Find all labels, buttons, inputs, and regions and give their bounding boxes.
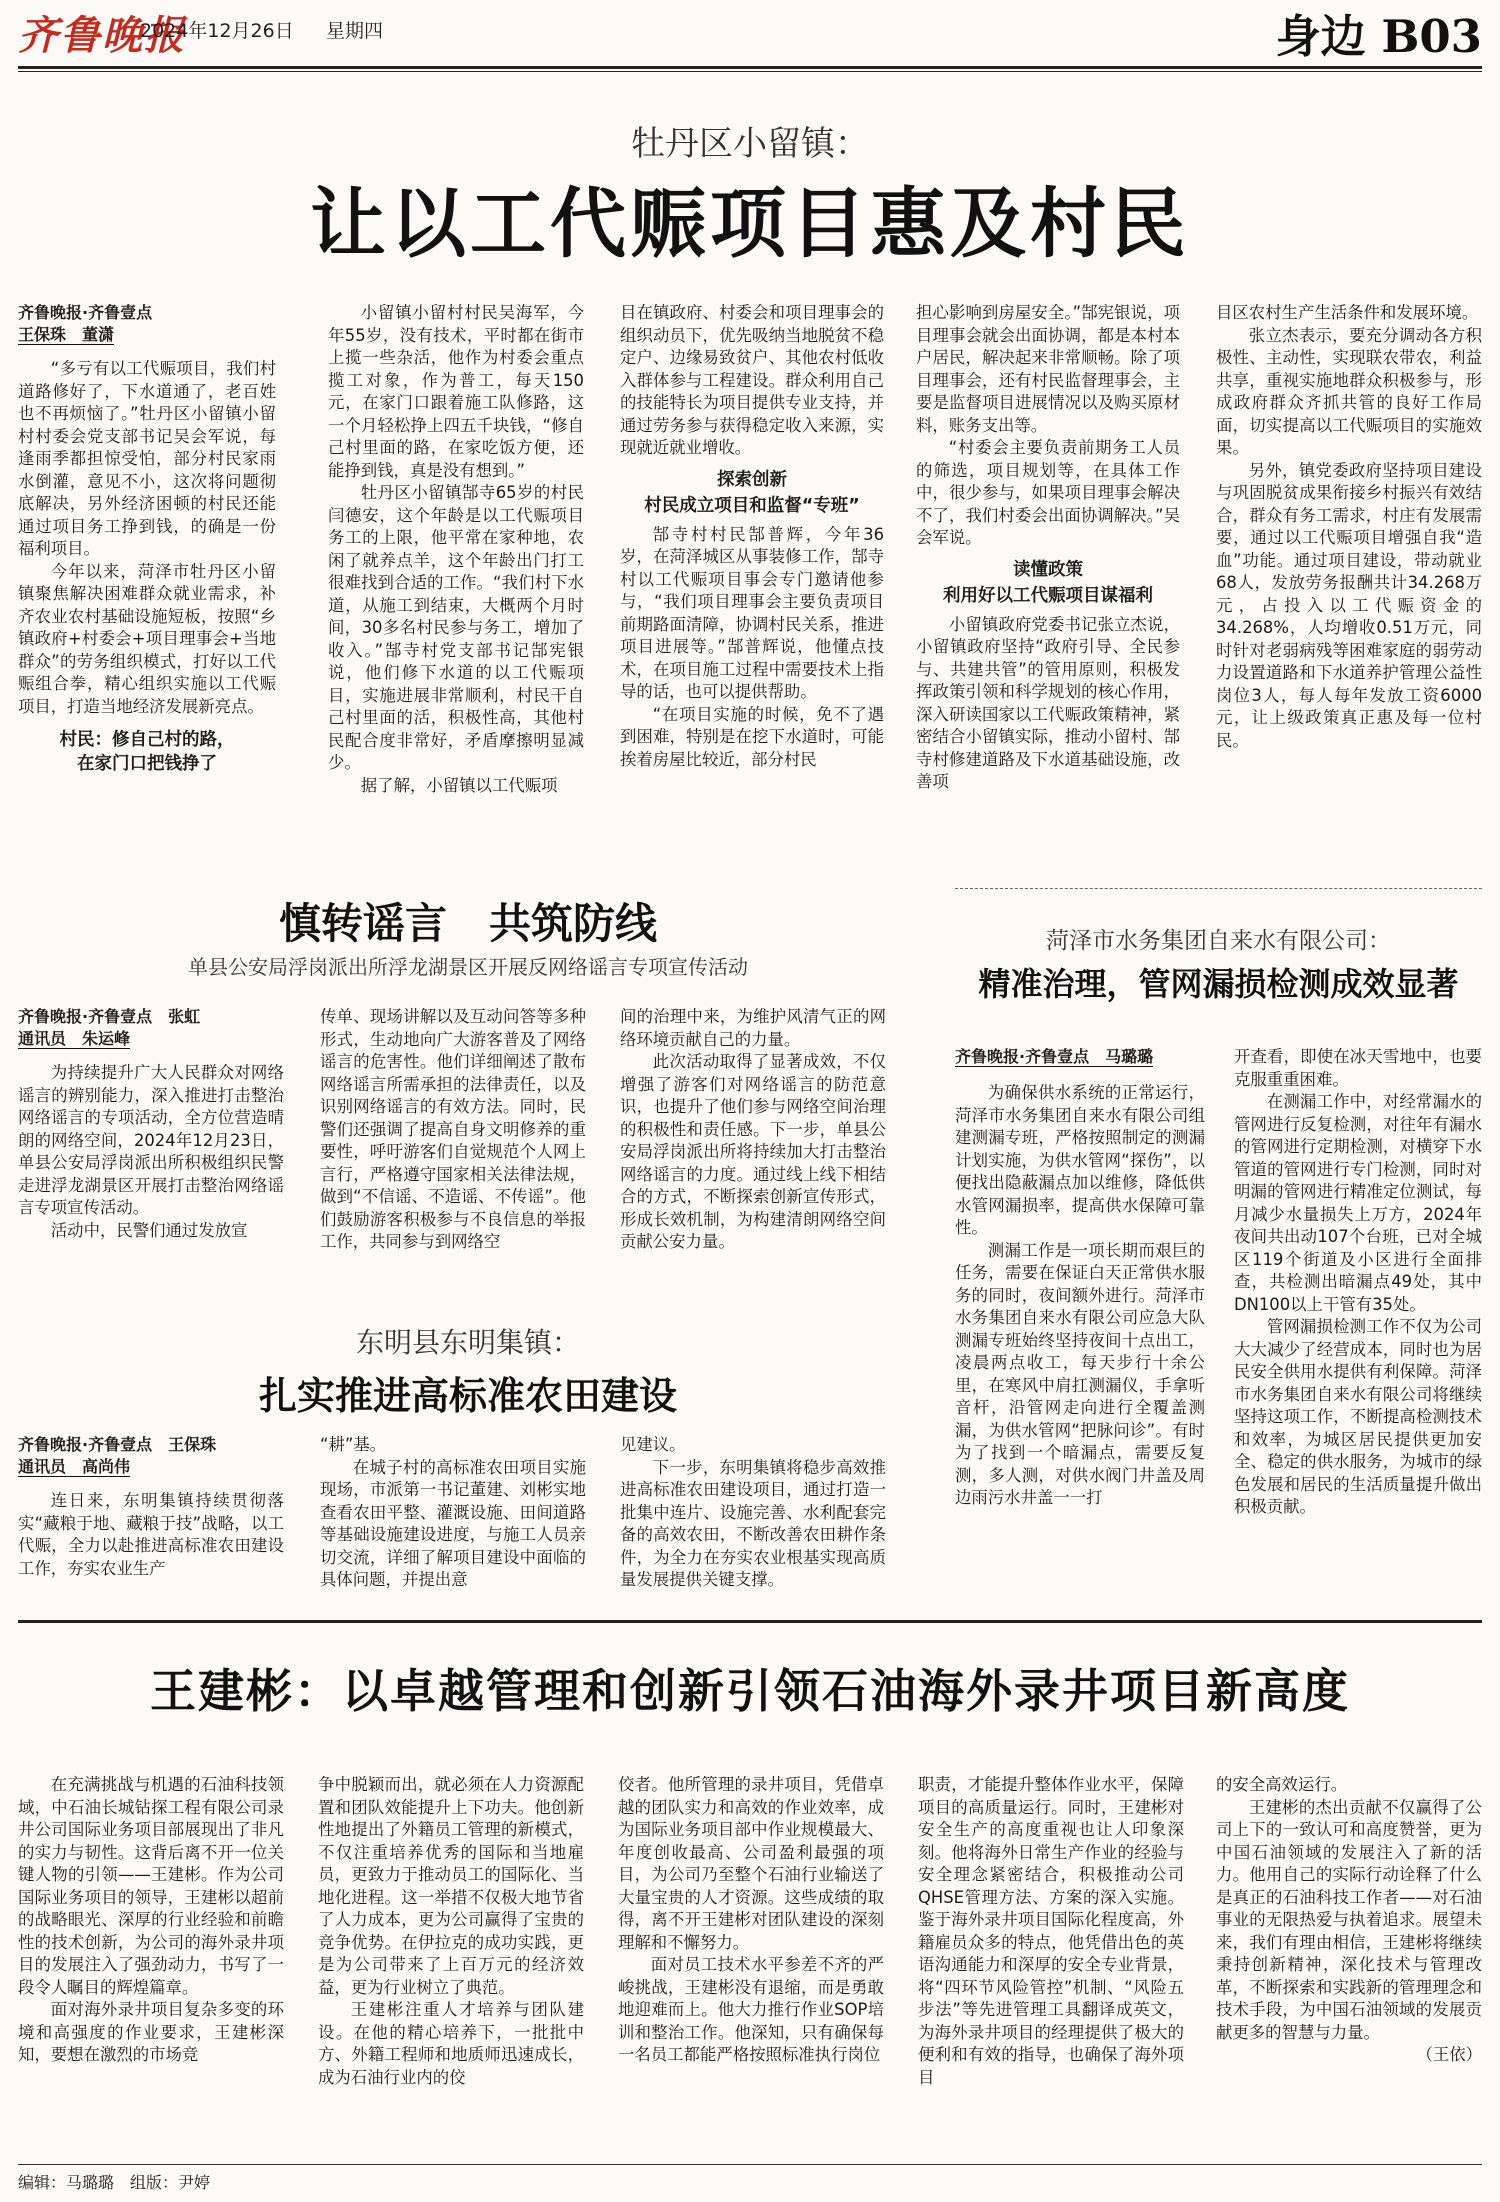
article3-paragraph: 在城子村的高标准农田项目实施现场，市派第一书记董建、刘彬实地查看农田平整、灌溉设施、田间道路等基础设施建设进度，与施工人员亲切交流，详细了解项目建设中面临的具体问题，并提出意: [320, 1457, 586, 1589]
article5-paragraph: 王建彬注重人才培养与团队建设。在他的精心培养下，一批批中方、外籍工程师和地质师迅速成长，成为石油行业内的佼: [318, 2000, 584, 2087]
article1-subhead-3a: 读懂政策: [1013, 559, 1083, 580]
issue-date: 2024年12月26日: [140, 20, 294, 42]
article2-paragraph: 活动中，民警们通过发放宣: [50, 1220, 248, 1240]
article2-paragraph: 间的治理中来，为维护风清气正的网络环境贡献自己的力量。: [620, 1007, 886, 1049]
article5-col5: [1216, 1774, 1482, 2150]
article2-col2: [320, 1006, 586, 1306]
footer-rule: [18, 2164, 1482, 2165]
issue-weekday: 星期四: [326, 20, 384, 42]
article3-byline: 齐鲁晚报·齐鲁壹点 王保珠: [18, 1435, 217, 1454]
article1-paragraph: 据了解，小留镇以工代赈项: [360, 775, 558, 795]
article5-paragraph: 职责，才能提升整体作业水平，保障项目的高质量运行。同时，王建彬对安全生产的高度重视也让人印象深刻。他将海外日常生产作业的经验与安全理念紧密结合，积极推动公司QHSE管理方法、方案的深入实施。鉴于海外录井项目国际化程度高，外籍雇员众多的特点，他凭借出色的英语沟通能力和深厚的安全专业背景，将“四环节风险管控”机制、“风险五步法”等先进管理工具翻译成英文，为海外录井项目的经理提供了极大的便利和有效的指导，也确保了海外项目: [918, 1775, 1184, 2087]
article3-paragraph: 下一步，东明集镇将稳步高效推进高标准农田建设项目，通过打造一批集中连片、设施完善、水利配套完备的高效农田，不断改善农田耕作条件，为全力在夯实农业根基实现高质量发展提供关键支撑。: [620, 1457, 886, 1589]
article5-paragraph: 面对员工技术水平参差不齐的严峻挑战，王建彬没有退缩，而是勇敢地迎难而上。他大力推行作业SOP培训和整治工作。他深知，只有确保每一名员工都能严格按照标准执行岗位: [618, 1955, 884, 2064]
article1-paragraph: 牡丹区小留镇郜寺65岁的村民闫德安，这个年龄是以工代赈项目务工的上限，他平常在家种地，农闲了就养点羊，这个年龄出门打工很难找到合适的工作。“我们村下水道，从施工到结束，大概两个月时间，30多名村民参与务工，增加了收入。”郜寺村党支部书记郜宪银说，他们修下水道的以工代赈项目，实施进展非常顺利，村民干自己村里面的活，积极性高，其他村民配合度非常好，矛盾摩擦明显减少。: [328, 483, 584, 772]
article3-correspondent: 通讯员 高尚伟: [18, 1457, 131, 1476]
article5-top-rule: [18, 1620, 1482, 1623]
article1-byline: 齐鲁晚报·齐鲁壹点: [18, 303, 153, 322]
article1-paragraph: “多亏有以工代赈项目，我们村道路修好了，下水道通了，老百姓也不再烦恼了。”牡丹区小留镇小留村村委会党支部书记吴会军说，每逢雨季都担惊受怕，部分村民家雨水倒灌，意见不小，这次将问题彻底解决，另外经济困顿的村民还能通过项目务工挣到钱，的确是一份福利项目。: [18, 359, 276, 558]
article3-paragraph: 见建议。: [620, 1435, 686, 1454]
article5-col2: [318, 1774, 584, 2150]
article1-subhead-3b: 利用好以工代赈项目谋福利: [943, 585, 1153, 606]
article1-paragraph: 张立杰表示，要充分调动各方积极性、主动性，实现联农带农，利益共享，重视实施地群众积极参与，形成政府群众齐抓共管的良好工作局面，切实提高以工代赈项目的实施效果。: [1216, 325, 1482, 457]
article5-signature: （王依）: [1416, 2045, 1482, 2064]
article2-paragraph: 传单、现场讲解以及互动问答等多种形式，生动地向广大游客普及了网络谣言的危害性。他们详细阐述了散布网络谣言所需承担的法律责任，以及识别网络谣言的有效方法。同时，民警们还强调了提高自身文明修养的重要性，呼吁游客们自觉规范个人网上言行，严格遵守国家相关法律法规，做到“不信谣、不造谣、不传谣”。他们鼓励游客积极参与不良信息的举报工作，共同参与到网络空: [320, 1007, 586, 1251]
article3-col1: [18, 1434, 284, 1592]
article1-paragraph: 目区农村生产生活条件和发展环境。: [1216, 303, 1479, 322]
article1-col4: [916, 302, 1180, 842]
header-rule-thin: [18, 71, 1482, 72]
section-label: 身边 B03: [1275, 10, 1482, 63]
article1-kicker: 牡丹区小留镇：: [631, 124, 869, 164]
article4-paragraph: 在测漏工作中，对经常漏水的管网进行反复检测，对往年有漏水的管网进行定期检测，对横穿下水管道的管网进行专门检测，同时对明漏的管网进行精准定位测试，每月减少水量损失上万方，2024年夜间共出动107个台班，已对全城区119个街道及小区进行全面排查，共检测出暗漏点49处，其中DN100以上干管有35处。: [1234, 1092, 1482, 1314]
article5-col4: [918, 1774, 1184, 2150]
article3-paragraph: “耕”基。: [320, 1435, 387, 1454]
article5-col1: [18, 1774, 284, 2150]
article1-col3: [620, 302, 884, 842]
article5-paragraph: 面对海外录井项目复杂多变的环境和高强度的作业要求，王建彬深知，要想在激烈的市场竞: [18, 2000, 284, 2064]
article1-paragraph: 郜寺村村民郜普辉，今年36岁，在菏泽城区从事装修工作，郜寺村以工代赈项目事会专门邀请他参与，“我们项目理事会主要负责项目前期路面清障，协调村民关系，推进项目进展等。”郜普辉说，他懂点技术，在项目施工过程中需要技术上指导的话，也可以提供帮助。: [620, 524, 884, 701]
article1-subhead-1a: 村民：修自己村的路，: [59, 730, 235, 750]
article2-paragraph: 为持续提升广大人民群众对网络谣言的辨别能力，深入推进打击整治网络谣言的专项活动，全方位营造晴朗的网络空间，2024年12月23日，单县公安局浮岗派出所积极组织民警走进浮龙湖景区开展打击整治网络谣言专项宣传活动。: [18, 1063, 284, 1217]
article5-paragraph: 佼者。他所管理的录井项目，凭借卓越的团队实力和高效的作业效率，成为国际业务项目部中作业规模最大、年度创收最高、公司盈利最强的项目，为公司乃至整个石油行业输送了大量宝贵的人才资源。这些成绩的取得，离不开王建彬对团队建设的深刻理解和不懈努力。: [618, 1775, 884, 1952]
article4-paragraph: 测漏工作是一项长期而艰巨的任务，需要在保证白天正常供水服务的同时，夜间额外进行。菏泽市水务集团自来水有限公司应急大队测漏专班始终坚持夜间十点出工，凌晨两点收工，每天步行十余公里，在寒风中肩扛测漏仪，手拿听音杆，沿管网走向进行全覆盖测漏，为供水管网“把脉问诊”。有时为了找到一个暗漏点，需要反复测，多人测，对供水阀门井盖及周边雨污水井盖一一打: [955, 1240, 1205, 1507]
section-divider: [955, 888, 1482, 889]
article1-col5: [1216, 302, 1482, 842]
article4-kicker: 菏泽市水务集团自来水有限公司：: [1046, 928, 1391, 954]
article3-col3: [620, 1434, 886, 1592]
article1-paragraph: 另外，镇党委政府坚持项目建设与巩固脱贫成果衔接乡村振兴有效结合，群众有务工需求，村庄有发展需要，通过以工代赈项目增强自我“造血”功能。通过项目建设，带动就业68人，发放劳务报酬共计34.268万元，占投入以工代赈资金的34.268%，人均增收0.51万元，同时针对老弱病残等困难家庭的弱劳动力设置道路和下水道养护管理公益性岗位3人，每人每年发放工资6000元，让上级政策真正惠及每一位村民。: [1216, 460, 1482, 750]
article1-subhead-1b: 在家门口把钱挣了: [77, 754, 217, 774]
article1-paragraph: 目在镇政府、村委会和项目理事会的组织动员下，优先吸纳当地脱贫不稳定户、边缘易致贫户、其他农村低收入群体参与工程建设。群众利用自己的技能特长为项目提供专业支持，并通过劳务参与获得稳定收入来源，实现就近就业增收。: [620, 303, 884, 457]
article1-paragraph: 今年以来，菏泽市牡丹区小留镇聚焦解决困难群众就业需求，补齐农业农村基础设施短板，按照“乡镇政府+村委会+项目理事会+当地群众”的劳务组织模式，打好以工代赈组合拳，精心组织实施以工代赈项目，打造当地经济发展新亮点。: [18, 561, 276, 716]
newspaper-logo: 齐鲁晚报: [18, 12, 186, 59]
article5-paragraph: 争中脱颖而出，就必须在人力资源配置和团队效能提升上下功夫。他创新性地提出了外籍员工管理的新模式，不仅注重培养优秀的国际和当地雇员，更致力于推动员工的国际化、当地化进程。这一举措不仅极大地节省了人力成本，更为公司赢得了宝贵的竞争优势。在伊拉克的成功实践，更是为公司带来了上百万元的经济效益，更为行业树立了典范。: [318, 1775, 584, 1997]
article1-reporters: 王保珠 董潇: [18, 325, 115, 344]
article5-col3: [618, 1774, 884, 2150]
article5-title: 王建彬：以卓越管理和创新引领石油海外录井项目新高度: [150, 1664, 1350, 1718]
article1-col2: [328, 302, 584, 842]
article1-subhead-2a: 探索创新: [717, 469, 787, 490]
article4-col2: [1234, 1046, 1482, 1592]
article4-col1: [955, 1046, 1205, 1592]
article1-paragraph: 小留镇政府党委书记张立杰说，小留镇政府坚持“政府引导、全民参与、共建共管”的管用原则，积极发挥政策引领和科学规划的核心作用，深入研读国家以工代赈政策精神，紧密结合小留镇实际，推动小留村、郜寺村修建道路及下水道基础设施，改善项: [916, 614, 1180, 791]
article3-col2: [320, 1434, 586, 1592]
article2-correspondent: 通讯员 朱运峰: [18, 1029, 131, 1048]
article4-paragraph: 开查看，即使在冰天雪地中，也要克服重重困难。: [1234, 1047, 1482, 1089]
article4-paragraph: 为确保供水系统的正常运行，菏泽市水务集团自来水有限公司组建测漏专班，严格按照制定的测漏计划实施，为供水管网“探伤”，以便找出隐蔽漏点加以维修，降低供水管网漏损率，提高供水保障可靠性。: [955, 1083, 1205, 1237]
article1-subhead-2b: 村民成立项目和监督“专班”: [644, 495, 860, 516]
article2-col1: [18, 1006, 284, 1306]
article3-paragraph: 连日来，东明集镇持续贯彻落实“藏粮于地、藏粮于技”战略，以工代赈，全力以赴推进高标准农田建设工作，夯实农业生产: [18, 1491, 284, 1578]
article2-subtitle: 单县公安局浮岗派出所浮龙湖景区开展反网络谣言专项宣传活动: [188, 955, 748, 979]
article5-paragraph: 在充满挑战与机遇的石油科技领域，中石油长城钻探工程有限公司录井公司国际业务项目部展现出了非凡的实力与韧性。这背后离不开一位关键人物的引领——王建彬。作为公司国际业务项目的领导，王建彬以超前的战略眼光、深厚的行业经验和前瞻性的技术创新，为公司的海外录井项目的发展注入了强劲动力，书写了一段令人瞩目的辉煌篇章。: [18, 1775, 284, 1997]
article3-title: 扎实推进高标准农田建设: [258, 1373, 677, 1418]
footer-editor: 编辑：马璐璐 组版：尹婷: [18, 2173, 211, 2192]
article2-title: 慎转谣言 共筑防线: [278, 899, 657, 948]
article1-title: 让以工代赈项目惠及村民: [310, 179, 1190, 268]
article1-paragraph: “在项目实施的时候，免不了遇到困难，特别是在挖下水道时，可能挨着房屋比较近，部分村民: [620, 704, 884, 769]
article3-kicker: 东明县东明集镇：: [355, 1326, 580, 1359]
article5-paragraph: 的安全高效运行。: [1216, 1775, 1348, 1794]
article1-col1: [18, 302, 276, 842]
article4-paragraph: 管网漏损检测工作不仅为公司大大减少了经营成本，同时也为居民安全供用水提供有利保障。菏泽市水务集团自来水有限公司将继续坚持这项工作，不断提高检测技术和效率，为城区居民提供更加安全、稳定的供水服务，为城市的绿色发展和居民的生活质量提升做出积极贡献。: [1234, 1317, 1482, 1516]
article1-paragraph: “村委会主要负责前期务工人员的筛选，项目规划等，在具体工作中，很少参与，如果项目理事会解决不了，我们村委会出面协调解决。”吴会军说。: [916, 438, 1180, 547]
article2-paragraph: 此次活动取得了显著成效，不仅增强了游客们对网络谣言的防范意识，也提升了他们参与网络空间治理的积极性和责任感。下一步，单县公安局浮岗派出所将持续加大打击整治网络谣言的力度。通过线上线下相结合的方式，不断探索创新宣传形式，形成长效机制，为构建清朗网络空间贡献公安力量。: [620, 1052, 886, 1251]
article4-title: 精准治理，管网漏损检测成效显著: [978, 965, 1459, 1003]
article5-paragraph: 王建彬的杰出贡献不仅赢得了公司上下的一致认可和高度赞誉，更为中国石油领域的发展注入了新的活力。他用自己的实际行动诠释了什么是真正的石油科技工作者——对石油事业的无限热爱与执着追求。展望未来，我们有理由相信，王建彬将继续秉持创新精神，深化技术与管理改革，不断探索和实践新的管理理念和技术手段，为中国石油领域的发展贡献更多的智慧与力量。: [1216, 1797, 1482, 2042]
article2-byline: 齐鲁晚报·齐鲁壹点 张虹: [18, 1007, 201, 1026]
article4-byline: 齐鲁晚报·齐鲁壹点 马璐璐: [955, 1047, 1154, 1066]
article1-paragraph: 担心影响到房屋安全。”郜宪银说，项目理事会就会出面协调，都是本村本户居民，解决起来非常顺畅。除了项目理事会，还有村民监督理事会，主要是监督项目进展情况以及购买原材料，账务支出等。: [916, 303, 1180, 435]
article2-col3: [620, 1006, 886, 1306]
article1-paragraph: 小留镇小留村村民吴海军，今年55岁，没有技术，平时都在街市上揽一些杂活，他作为村委会重点揽工对象，作为普工，每天150元，在家门口跟着施工队修路，这一个月轻松挣上四五千块钱，“修自己村里面的路，在家吃饭方便，还能挣到钱，真是没有想到。”: [328, 303, 584, 480]
header-rule: [18, 66, 1482, 69]
